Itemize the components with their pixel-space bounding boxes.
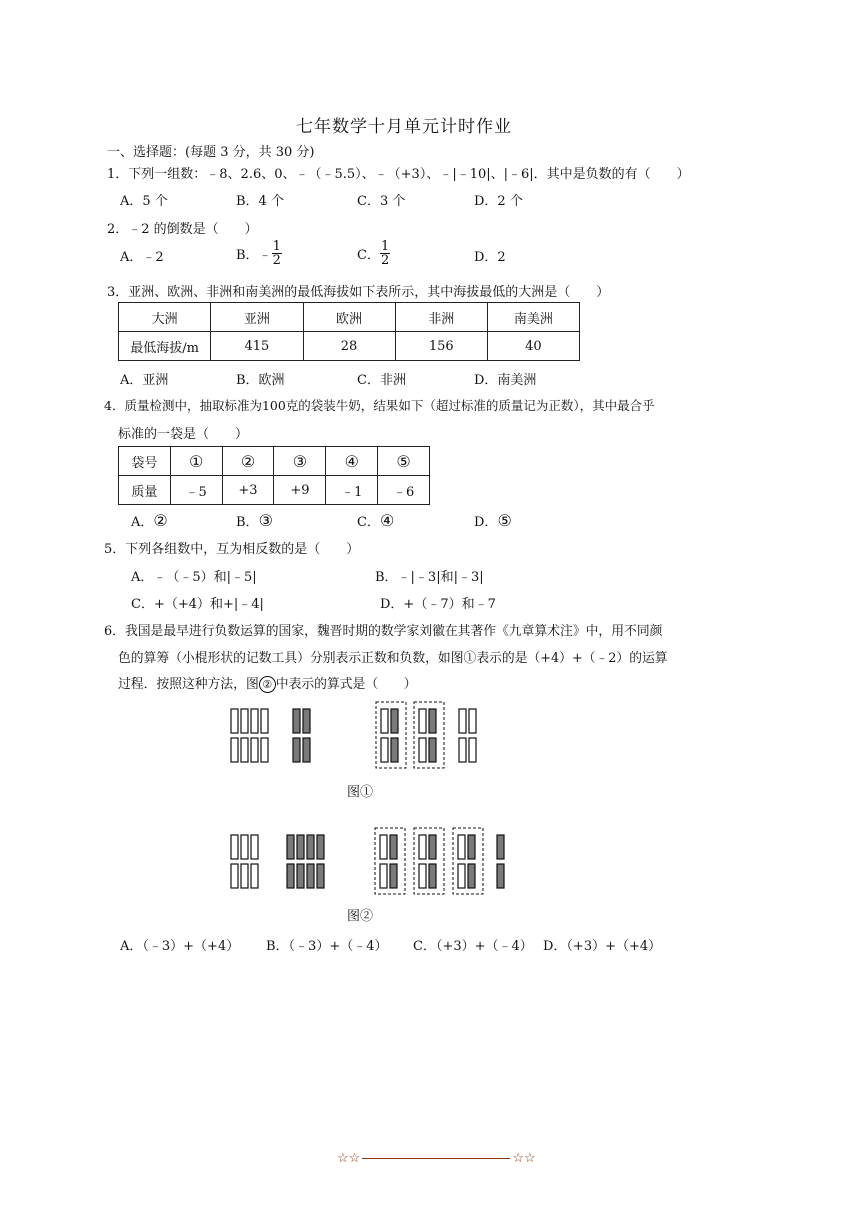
white-rod bbox=[231, 738, 238, 762]
gray-rod bbox=[297, 864, 304, 888]
fraction-numerator: 1 bbox=[272, 239, 281, 254]
option-circled-number: ④ bbox=[379, 511, 395, 530]
white-rod bbox=[231, 864, 238, 888]
altitude-table bbox=[118, 302, 580, 361]
footer-stars-left: ☆☆ bbox=[337, 1151, 361, 1166]
gray-rod bbox=[497, 835, 504, 859]
fraction-numerator: 1 bbox=[380, 239, 390, 254]
table-cell: ﹣1 bbox=[326, 476, 378, 505]
gray-rod bbox=[307, 835, 314, 859]
footer-stars-right: ☆☆ bbox=[512, 1151, 536, 1166]
table-cell: 袋号 bbox=[119, 447, 171, 476]
figure-1-caption: 图① bbox=[347, 785, 374, 800]
table-cell: ③ bbox=[274, 447, 326, 476]
option-prefix: D． bbox=[474, 515, 498, 530]
question-3-stem: 3．亚洲、欧洲、非洲和南美洲的最低海拔如下表所示，其中海拔最低的大洲是（ ） bbox=[107, 285, 610, 300]
gray-rod bbox=[293, 738, 300, 762]
table-cell: 欧洲 bbox=[303, 303, 395, 332]
circled-number: ② bbox=[259, 676, 276, 693]
q3-option-b: B．欧洲 bbox=[236, 373, 285, 388]
q5-option-b: B．﹣|﹣3|和|﹣3| bbox=[375, 570, 484, 585]
white-rod bbox=[231, 709, 238, 733]
q1-option-d: D．2 个 bbox=[474, 194, 523, 209]
milk-bag-table bbox=[118, 446, 430, 505]
q2-option-b-prefix: B．﹣ bbox=[236, 248, 272, 263]
gray-rod bbox=[497, 864, 504, 888]
table-cell: +3 bbox=[222, 476, 274, 505]
q4-option-d bbox=[474, 511, 512, 530]
table-cell: ② bbox=[222, 447, 274, 476]
white-rod bbox=[380, 864, 387, 888]
gray-rod bbox=[429, 709, 436, 733]
table-cell: 28 bbox=[303, 332, 395, 361]
figure-2-caption: 图② bbox=[347, 909, 374, 924]
figure-1-counting-rods bbox=[225, 700, 485, 772]
q5-option-a: A．﹣（﹣5）和|﹣5| bbox=[131, 570, 257, 585]
white-rod bbox=[458, 835, 465, 859]
option-circled-number: ③ bbox=[258, 511, 273, 530]
question-6-line3 bbox=[118, 673, 417, 693]
white-rod bbox=[459, 738, 466, 762]
table-cell: 南美洲 bbox=[487, 303, 579, 332]
q4-option-c bbox=[357, 511, 394, 530]
q1-option-a: A．5 个 bbox=[120, 194, 168, 209]
white-rod bbox=[381, 738, 388, 762]
white-rod bbox=[251, 864, 258, 888]
table-cell: 40 bbox=[487, 332, 579, 361]
gray-rod bbox=[303, 738, 310, 762]
q3-option-d: D．南美洲 bbox=[474, 373, 537, 388]
gray-rod bbox=[317, 835, 324, 859]
gray-rod bbox=[293, 709, 300, 733]
table-cell: ﹣6 bbox=[378, 476, 430, 505]
q2-option-c bbox=[357, 240, 390, 267]
gray-rod bbox=[317, 864, 324, 888]
white-rod bbox=[419, 709, 426, 733]
white-rod bbox=[261, 738, 268, 762]
q2-option-d: D．2 bbox=[474, 250, 506, 265]
table-cell: ④ bbox=[326, 447, 378, 476]
question-1-stem: 1．下列一组数：﹣8、2.6、0、﹣（﹣5.5）、﹣（+3）、﹣|﹣10|、|﹣6|．其中是负数的有（ ） bbox=[107, 167, 690, 182]
q1-option-c: C．3 个 bbox=[357, 194, 406, 209]
white-rod bbox=[458, 864, 465, 888]
gray-rod bbox=[468, 864, 475, 888]
q5-option-d: D．+（﹣7）和﹣7 bbox=[380, 597, 496, 612]
q1-option-b: B．4 个 bbox=[236, 194, 284, 209]
question-2-stem: 2．﹣2 的倒数是（ ） bbox=[107, 222, 258, 237]
table-row bbox=[119, 332, 580, 361]
q6-option-a: A．（﹣3）+（+4） bbox=[120, 939, 240, 954]
table-cell: +9 bbox=[274, 476, 326, 505]
line3-text-b: 中表示的算式是（ ） bbox=[275, 677, 417, 692]
gray-rod bbox=[390, 835, 397, 859]
white-rod bbox=[241, 864, 248, 888]
table-cell: 亚洲 bbox=[211, 303, 303, 332]
q2-option-c-fraction bbox=[380, 240, 390, 267]
line3-text-a: 过程．按照这种方法，图 bbox=[118, 677, 259, 692]
gray-rod bbox=[391, 738, 398, 762]
question-6-line2: 色的算筹（小棍形状的记数工具）分别表示正数和负数，如图①表示的是（+4）+（﹣2）的运算 bbox=[118, 651, 668, 666]
gray-rod bbox=[287, 835, 294, 859]
fraction-denominator: 2 bbox=[272, 253, 281, 268]
white-rod bbox=[241, 835, 248, 859]
gray-rod bbox=[297, 835, 304, 859]
gray-rod bbox=[287, 864, 294, 888]
table-cell: 156 bbox=[395, 332, 487, 361]
option-prefix: B． bbox=[236, 515, 259, 530]
q3-option-c: C．非洲 bbox=[357, 373, 406, 388]
table-header-row bbox=[119, 303, 580, 332]
page-footer bbox=[337, 1151, 536, 1166]
q2-option-b-fraction bbox=[272, 240, 282, 267]
white-rod bbox=[459, 709, 466, 733]
white-rod bbox=[381, 709, 388, 733]
gray-rod bbox=[303, 709, 310, 733]
question-4-stem-line1: 4．质量检测中，抽取标准为100克的袋装牛奶，结果如下（超过标准的质量记为正数），其中最合乎 bbox=[104, 398, 655, 413]
gray-rod bbox=[391, 709, 398, 733]
white-rod bbox=[241, 738, 248, 762]
table-cell: ① bbox=[170, 447, 222, 476]
figure-2-counting-rods bbox=[225, 826, 515, 898]
table-header-row bbox=[119, 447, 430, 476]
gray-rod bbox=[429, 738, 436, 762]
fraction-denominator: 2 bbox=[380, 253, 390, 268]
q3-option-a: A．亚洲 bbox=[120, 373, 169, 388]
page-title: 七年数学十月单元计时作业 bbox=[296, 117, 512, 137]
question-5-stem: 5．下列各组数中，互为相反数的是（ ） bbox=[104, 542, 360, 557]
table-row bbox=[119, 476, 430, 505]
white-rod bbox=[231, 835, 238, 859]
white-rod bbox=[241, 709, 248, 733]
option-prefix: A． bbox=[131, 515, 154, 530]
white-rod bbox=[469, 709, 476, 733]
gray-rod bbox=[429, 835, 436, 859]
table-cell: 质量 bbox=[119, 476, 171, 505]
gray-rod bbox=[468, 835, 475, 859]
gray-rod bbox=[429, 864, 436, 888]
white-rod bbox=[251, 709, 258, 733]
white-rod bbox=[419, 864, 426, 888]
q6-option-c: C．（+3）+（﹣4） bbox=[413, 939, 533, 954]
gray-rod bbox=[390, 864, 397, 888]
white-rod bbox=[251, 835, 258, 859]
table-cell: 415 bbox=[211, 332, 303, 361]
q5-option-c: C．+（+4）和+|﹣4| bbox=[131, 597, 264, 612]
option-circled-number: ② bbox=[153, 511, 168, 530]
white-rod bbox=[419, 835, 426, 859]
white-rod bbox=[469, 738, 476, 762]
q2-option-b bbox=[236, 240, 282, 267]
q2-option-c-prefix: C． bbox=[357, 248, 380, 263]
table-cell: 非洲 bbox=[395, 303, 487, 332]
q6-option-d: D．（+3）+（+4） bbox=[543, 939, 662, 954]
option-prefix: C． bbox=[357, 515, 380, 530]
q6-option-b: B．（﹣3）+（﹣4） bbox=[266, 939, 388, 954]
table-cell: ﹣5 bbox=[170, 476, 222, 505]
option-circled-number: ⑤ bbox=[497, 511, 512, 530]
section-heading: 一、选择题：(每题 3 分，共 30 分) bbox=[107, 145, 315, 160]
white-rod bbox=[261, 709, 268, 733]
white-rod bbox=[251, 738, 258, 762]
q4-option-a bbox=[131, 511, 168, 530]
gray-rod bbox=[307, 864, 314, 888]
table-cell: 最低海拔/m bbox=[119, 332, 211, 361]
white-rod bbox=[419, 738, 426, 762]
question-6-line1: 6．我国是最早进行负数运算的国家，魏晋时期的数学家刘徽在其著作《九章算术注》中，用不同颜 bbox=[104, 624, 663, 639]
q4-option-b bbox=[236, 511, 273, 530]
footer-divider bbox=[362, 1158, 510, 1159]
white-rod bbox=[380, 835, 387, 859]
table-cell: 大洲 bbox=[119, 303, 211, 332]
table-cell: ⑤ bbox=[378, 447, 430, 476]
question-4-stem-line2: 标准的一袋是（ ） bbox=[118, 427, 249, 442]
q2-option-a: A．﹣2 bbox=[120, 250, 164, 265]
